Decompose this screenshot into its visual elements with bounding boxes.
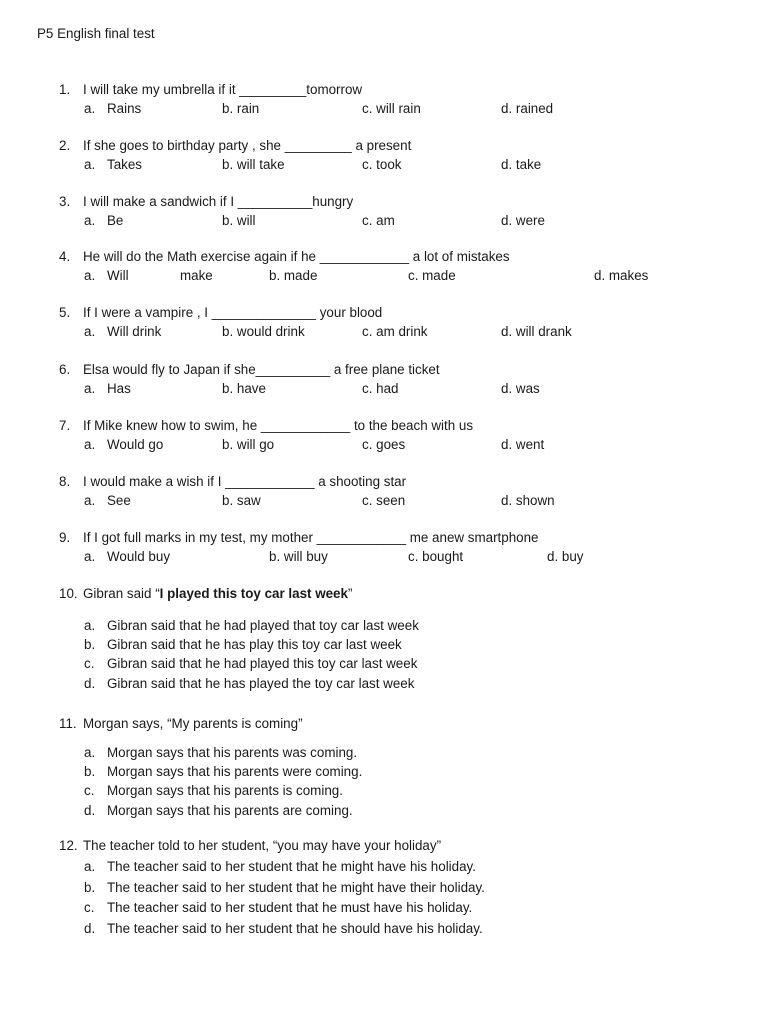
question-number: 4. [59, 249, 71, 264]
question-7 [59, 418, 473, 433]
question-text: If she goes to birthday party , she _________ a present [83, 138, 412, 153]
question-9-options [84, 549, 734, 569]
option-d: d. rained [501, 101, 554, 116]
option-a: a. Has [84, 381, 131, 396]
option-b: b. Gibran said that he has play this toy car last week [84, 637, 402, 653]
document-title: P5 English final test [37, 26, 155, 41]
option-c: c. goes [362, 437, 406, 452]
question-number: 2. [59, 138, 71, 153]
option-b: b. made [269, 268, 318, 283]
option-d: d. was [501, 381, 540, 396]
option-b: b. rain [222, 101, 260, 116]
option-d: d. went [501, 437, 545, 452]
question-8-options [84, 493, 734, 513]
question-number: 1. [59, 82, 71, 97]
option-a: a. Be [84, 213, 124, 228]
option-a: a. See [84, 493, 131, 508]
question-text: He will do the Math exercise again if he ____________ a lot of mistakes [83, 249, 510, 264]
option-a: a. Will drink [84, 324, 162, 339]
option-b: b. will [222, 213, 256, 228]
question-quote: I played this toy car last week [159, 586, 348, 601]
option-c: c. made [408, 268, 456, 283]
question-number: 9. [59, 530, 71, 545]
option-c: c. took [362, 157, 402, 172]
question-2-options [84, 157, 734, 177]
question-6 [59, 362, 440, 377]
option-d: d. makes [594, 268, 649, 283]
question-number: 12. [59, 838, 78, 853]
question-1-options [84, 101, 734, 121]
question-3-options [84, 213, 734, 233]
option-c: c. am drink [362, 324, 428, 339]
option-d: d. Gibran said that he has played the toy car last week [84, 675, 415, 691]
question-text: Elsa would fly to Japan if she__________ a free plane ticket [83, 362, 440, 377]
question-8 [59, 474, 406, 489]
question-5-options [84, 324, 734, 344]
question-1 [59, 82, 362, 97]
question-11-options [84, 745, 362, 822]
option-c: c. bought [408, 549, 464, 564]
question-text-suffix: ” [347, 586, 353, 601]
option-a: a. Would buy [84, 549, 171, 564]
option-d: d. buy [547, 549, 584, 564]
option-b: b. will take [222, 157, 285, 172]
option-b: b. would drink [222, 324, 305, 339]
question-12-options [84, 859, 485, 941]
question-4 [59, 249, 510, 264]
option-c: c. seen [362, 493, 406, 508]
option-b: b. saw [222, 493, 261, 508]
option-d: d. will drank [501, 324, 572, 339]
option-b: b. have [222, 381, 266, 396]
option-a: a. Rains [84, 101, 142, 116]
question-text-prefix: Gibran said “ [83, 586, 160, 601]
question-7-options [84, 437, 734, 457]
option-a: a. The teacher said to her student that he might have his holiday. [84, 859, 476, 874]
option-a: a. Would go [84, 437, 164, 452]
option-c: c. am [362, 213, 395, 228]
question-text: The teacher told to her student, “you may have your holiday” [83, 838, 442, 853]
question-number: 6. [59, 362, 71, 377]
option-d: d. shown [501, 493, 555, 508]
option-a: a. Morgan says that his parents was coming. [84, 745, 358, 760]
question-text: If Mike knew how to swim, he ____________ to the beach with us [83, 418, 474, 433]
option-c: c. The teacher said to her student that he must have his holiday. [84, 900, 473, 915]
question-2 [59, 138, 411, 153]
question-number: 10. [59, 586, 78, 601]
question-4-options [84, 268, 734, 288]
option-b: b. will go [222, 437, 275, 452]
option-d: d. The teacher said to her student that he should have his holiday. [84, 920, 483, 936]
option-a: a. Will [84, 268, 129, 283]
question-text: I will take my umbrella if it _________tomorrow [83, 82, 363, 97]
option-c: c. Morgan says that his parents is coming. [84, 783, 343, 799]
question-number: 11. [59, 716, 77, 731]
option-a: a. Takes [84, 157, 142, 172]
question-5 [59, 305, 382, 320]
question-11 [59, 716, 303, 731]
question-10 [59, 586, 352, 601]
option-b: b. Morgan says that his parents were coming. [84, 764, 363, 780]
option-d: d. take [501, 157, 542, 172]
question-text: I would make a wish if I ____________ a shooting star [83, 474, 407, 489]
option-a: a. Gibran said that he had played that toy car last week [84, 618, 419, 633]
question-number: 7. [59, 418, 71, 433]
question-3 [59, 194, 353, 209]
option-b: b. will buy [269, 549, 328, 564]
option-c: c. will rain [362, 101, 421, 116]
option-c: c. Gibran said that he had played this toy car last week [84, 656, 418, 672]
question-text: If I were a vampire , I ______________ your blood [83, 305, 383, 320]
question-number: 5. [59, 305, 71, 320]
question-text: Morgan says, “My parents is coming” [83, 716, 303, 731]
question-number: 8. [59, 474, 71, 489]
option-d: d. were [501, 213, 545, 228]
option-c: c. had [362, 381, 399, 396]
question-text: I will make a sandwich if I __________hungry [83, 194, 354, 209]
option-a-continued: make [180, 268, 213, 283]
option-d: d. Morgan says that his parents are coming. [84, 802, 353, 818]
question-10-options [84, 618, 419, 695]
question-number: 3. [59, 194, 71, 209]
question-6-options [84, 381, 734, 401]
question-9 [59, 530, 539, 545]
question-text: If I got full marks in my test, my mother ____________ me anew smartphone [83, 530, 539, 545]
question-12 [59, 838, 441, 853]
option-b: b. The teacher said to her student that he might have their holiday. [84, 879, 485, 895]
